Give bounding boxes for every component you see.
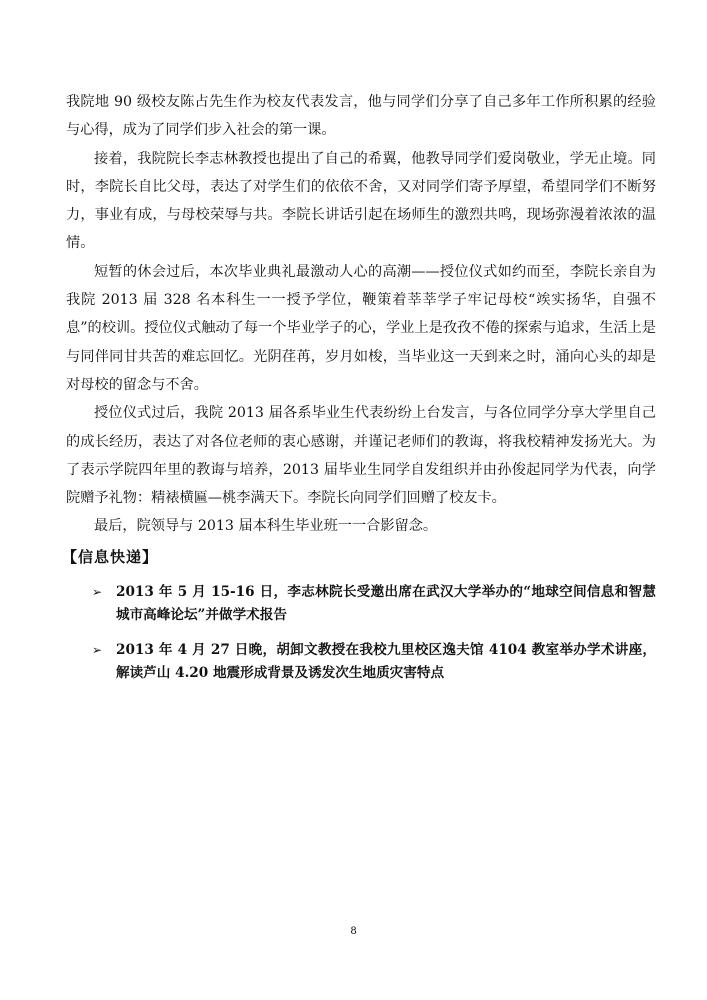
news-item-text: 2013 年 5 月 15-16 日，李志林院长受邀出席在武汉大学举办的“地球空间信息和智慧城市高峰论坛”并做学术报告 xyxy=(116,583,656,623)
arrow-bullet-icon: ➢ xyxy=(92,642,103,657)
page-number: 8 xyxy=(350,926,357,937)
news-item xyxy=(92,581,656,627)
arrow-bullet-icon: ➢ xyxy=(92,584,103,599)
article-paragraph: 接着，我院院长李志林教授也提出了自己的希翼，他教导同学们爱岗敬业，学无止境。同时，李院长自比父母，表达了对学生们的依依不舍，又对同学们寄予厚望，希望同学们不断努力，事业有成，与母校荣辱与共。李院长讲话引起在场师生的激烈共鸣，现场弥漫着浓浓的温情。 xyxy=(66,150,656,252)
article-paragraph: 短暂的休会过后，本次毕业典礼最激动人心的高潮——授位仪式如约而至，李院长亲自为我院 2013 届 328 名本科生一一授予学位，鞭策着莘莘学子牢记母校“竢实扬华，自强不息”的校训。授位仪式触动了每一个毕业学子的心，学业上是孜孜不倦的探索与追求，生活上是与同伴同甘共苦的难忘回忆。光阴荏苒，岁月如梭，当毕业这一天到来之时，涌向心头的却是对母校的留念与不舍。 xyxy=(66,263,656,393)
news-list xyxy=(92,581,656,685)
news-item-text: 2013 年 4 月 27 日晚，胡卸文教授在我校九里校区逸夫馆 4104 教室举办学术讲座，解读芦山 4.20 地震形成背景及诱发次生地质灾害特点 xyxy=(116,641,656,681)
article-paragraph: 我院地 90 级校友陈占先生作为校友代表发言，他与同学们分享了自己多年工作所积累的经验与心得，成为了同学们步入社会的第一课。 xyxy=(66,94,656,139)
news-item xyxy=(92,639,656,685)
article-paragraph: 授位仪式过后，我院 2013 届各系毕业生代表纷纷上台发言，与各位同学分享大学里自己的成长经历，表达了对各位老师的衷心感谢，并谨记老师们的教诲，将我校精神发扬光大。为了表示学院四年里的教诲与培养，2013 届毕业生同学自发组织并由孙俊起同学为代表，向学院赠予礼物：精裱横匾—桃李满天下。李院长向同学们回赠了校友卡。 xyxy=(66,405,656,507)
article-paragraph: 最后，院领导与 2013 届本科生毕业班一一合影留念。 xyxy=(94,518,438,535)
news-section-heading: 【信息快递】 xyxy=(62,547,159,566)
document-page xyxy=(62,88,656,697)
